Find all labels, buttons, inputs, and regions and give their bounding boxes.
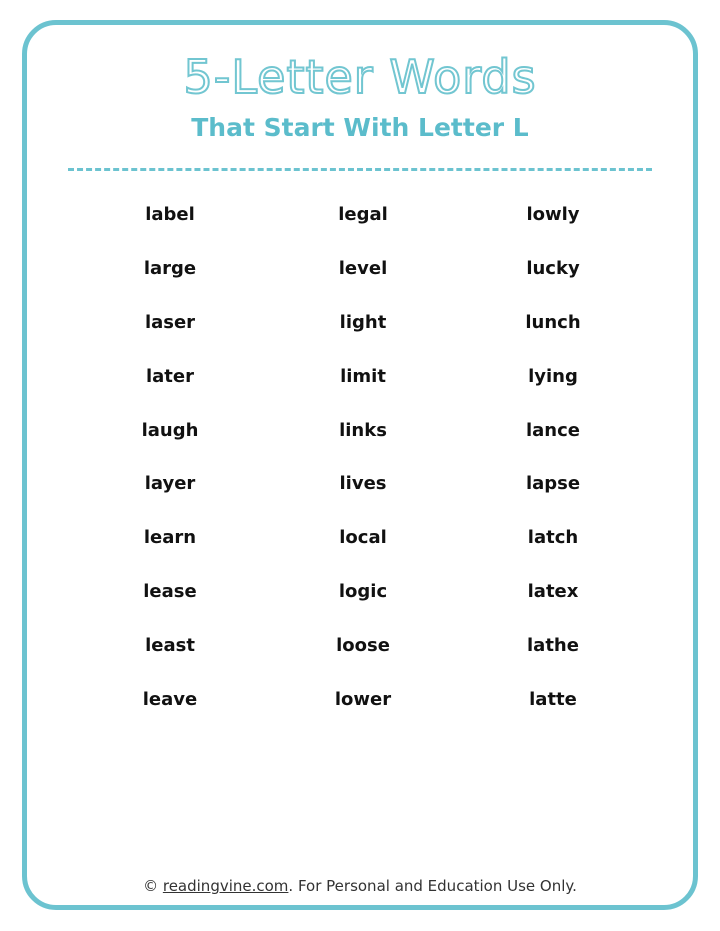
page-subtitle: That Start With Letter L (191, 113, 529, 142)
word-item: lunch (525, 311, 581, 333)
word-column-2 (263, 200, 463, 739)
word-item: loose (336, 635, 390, 657)
word-item: light (339, 311, 387, 333)
word-item: label (145, 204, 195, 225)
word-item: large (143, 257, 197, 279)
word-item: later (145, 365, 194, 387)
word-item: lease (143, 581, 197, 603)
word-column-1 (70, 200, 270, 739)
word-item: latte (529, 689, 577, 711)
word-item: latch (527, 527, 579, 549)
word-item: lucky (526, 257, 580, 279)
footer (0, 877, 720, 895)
word-item: legal (338, 204, 388, 225)
page-title: 5-Letter Words (183, 50, 537, 104)
word-item: laugh (141, 419, 199, 441)
word-item: links (339, 419, 387, 441)
readingvine-link[interactable]: readingvine.com (162, 877, 289, 895)
word-item: learn (143, 527, 197, 549)
word-item: level (338, 257, 388, 279)
word-item: logic (338, 581, 388, 603)
word-item: laser (144, 311, 196, 333)
word-item: lying (528, 365, 578, 387)
word-item: lance (525, 419, 580, 441)
word-item: limit (340, 365, 386, 387)
word-item: lowly (526, 204, 580, 225)
word-item: lathe (527, 635, 579, 657)
dashed-divider (68, 168, 652, 171)
word-item: latex (527, 581, 579, 603)
word-item: least (145, 635, 195, 657)
word-item: local (339, 527, 387, 549)
word-item: layer (144, 473, 196, 495)
word-item: leave (142, 689, 198, 711)
footer-text: . For Personal and Education Use Only. (288, 877, 577, 895)
word-column-3 (453, 200, 653, 739)
word-item: lives (339, 473, 387, 495)
word-item: lapse (525, 473, 581, 495)
word-item: lower (334, 689, 392, 711)
copyright-symbol: © (143, 877, 159, 895)
